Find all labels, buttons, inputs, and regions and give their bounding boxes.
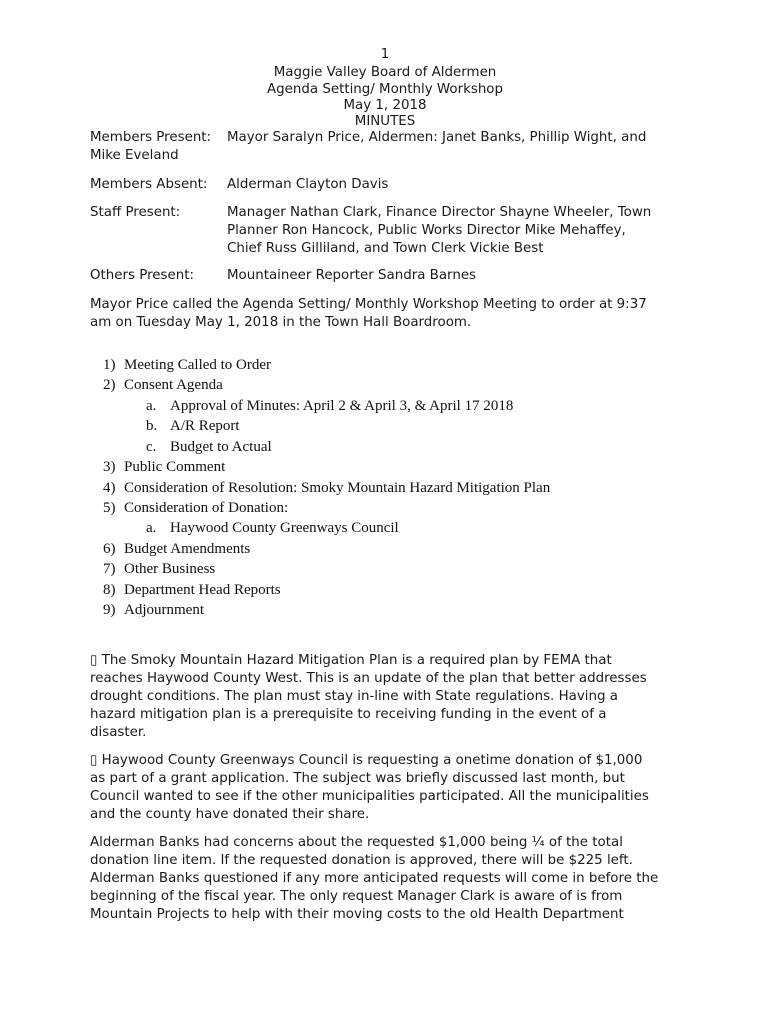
members-present-value: Mayor Saralyn Price, Aldermen: Janet Banks, Phillip Wight, and xyxy=(227,130,647,145)
agenda-item-num: b. xyxy=(146,418,158,434)
page-number: 1 xyxy=(380,47,390,62)
agenda-item-num: c. xyxy=(146,439,157,455)
agenda-item xyxy=(0,375,770,395)
agenda-item-text: Budget Amendments xyxy=(124,541,251,557)
hazard-note-line4: hazard mitigation plan is a prerequisite to receiving funding in the event of a xyxy=(90,707,607,722)
agenda-item xyxy=(0,539,770,559)
agenda-subitem xyxy=(0,416,770,436)
members-present-cont: Mike Eveland xyxy=(90,148,179,163)
hazard-note-line3: drought conditions. The plan must stay in-line with State regulations. Having a xyxy=(90,689,618,704)
agenda-item-num: 5) xyxy=(103,500,116,516)
hazard-note-text: The Smoky Mountain Hazard Mitigation Plan is a required plan by FEMA that xyxy=(101,653,612,668)
agenda-item xyxy=(0,600,770,620)
agenda-item-text: Consent Agenda xyxy=(124,377,223,393)
hazard-note-line2: reaches Haywood County West. This is an update of the plan that better addresses xyxy=(90,671,647,686)
banks-para-line1: Alderman Banks had concerns about the requested $1,000 being ¼ of the total xyxy=(90,835,623,850)
agenda-item-num: 9) xyxy=(103,602,116,618)
agenda-item-num: 2) xyxy=(103,377,116,393)
greenways-note-line2: as part of a grant application. The subject was briefly discussed last month, but xyxy=(90,771,625,786)
members-absent-label: Members Absent: xyxy=(90,177,208,192)
agenda-item-text: Approval of Minutes: April 2 & April 3, & April 17 2018 xyxy=(170,398,514,414)
banks-para-line2: donation line item. If the requested donation is approved, there will be $225 left. xyxy=(90,853,633,868)
banks-para-line3: Alderman Banks questioned if any more anticipated requests will come in before the xyxy=(90,871,659,886)
opening-line2: am on Tuesday May 1, 2018 in the Town Hall Boardroom. xyxy=(90,315,472,330)
agenda-item-num: 6) xyxy=(103,541,116,557)
agenda-item-text: Other Business xyxy=(124,561,216,577)
staff-present-label: Staff Present: xyxy=(90,205,181,220)
greenways-note-line1 xyxy=(90,752,642,770)
opening-line1: Mayor Price called the Agenda Setting/ Monthly Workshop Meeting to order at 9:37 xyxy=(90,297,647,312)
agenda-item-text: Consideration of Donation: xyxy=(124,500,289,516)
agenda-item-text: Consideration of Resolution: Smoky Mountain Hazard Mitigation Plan xyxy=(124,480,551,496)
others-present-value: Mountaineer Reporter Sandra Barnes xyxy=(227,268,477,283)
agenda-item-text: Public Comment xyxy=(124,459,226,475)
banks-para-line5: Mountain Projects to help with their moving costs to the old Health Department xyxy=(90,907,624,922)
members-present-label: Members Present: xyxy=(90,130,212,145)
agenda-item xyxy=(0,559,770,579)
agenda-item xyxy=(0,478,770,498)
agenda-item xyxy=(0,355,770,375)
greenways-note-line3: Council wanted to see if the other municipalities participated. All the municipalities xyxy=(90,789,649,804)
agenda-item-text: Adjournment xyxy=(124,602,204,618)
agenda-item-num: a. xyxy=(146,398,157,414)
hazard-note-line1 xyxy=(90,652,612,670)
members-absent-value: Alderman Clayton Davis xyxy=(227,177,389,192)
hazard-note-line5: disaster. xyxy=(90,725,147,740)
agenda-subitem xyxy=(0,437,770,457)
agenda-item-num: 3) xyxy=(103,459,116,475)
agenda-subitem xyxy=(0,518,770,538)
agenda-item-text: Department Head Reports xyxy=(124,582,281,598)
agenda-item-num: 8) xyxy=(103,582,116,598)
agenda-item-text: Meeting Called to Order xyxy=(124,357,272,373)
agenda-subitem xyxy=(0,396,770,416)
agenda-item xyxy=(0,580,770,600)
banks-para-line4: beginning of the fiscal year. The only request Manager Clark is aware of is from xyxy=(90,889,623,904)
agenda-item-text: A/R Report xyxy=(170,418,240,434)
meeting-title: Agenda Setting/ Monthly Workshop xyxy=(267,82,503,97)
agenda-item-text: Haywood County Greenways Council xyxy=(170,520,399,536)
agenda-item-num: 7) xyxy=(103,561,116,577)
doc-type: MINUTES xyxy=(354,114,416,129)
agenda-item-num: 4) xyxy=(103,480,116,496)
agenda-item xyxy=(0,457,770,477)
bullet-box-icon: ▯ xyxy=(90,653,98,668)
staff-present-line2: Planner Ron Hancock, Public Works Director Mike Mehaffey, xyxy=(227,223,626,238)
agenda-item-num: a. xyxy=(146,520,157,536)
meeting-date: May 1, 2018 xyxy=(343,98,427,113)
staff-present-line1: Manager Nathan Clark, Finance Director Shayne Wheeler, Town xyxy=(227,205,652,220)
bullet-box-icon: ▯ xyxy=(90,753,98,768)
staff-present-line3: Chief Russ Gilliland, and Town Clerk Vickie Best xyxy=(227,241,544,256)
greenways-note-line4: and the county have donated their share. xyxy=(90,807,370,822)
greenways-note-text: Haywood County Greenways Council is requesting a onetime donation of $1,000 xyxy=(101,753,643,768)
agenda-item-text: Budget to Actual xyxy=(170,439,272,455)
org-title: Maggie Valley Board of Aldermen xyxy=(273,65,497,80)
agenda-item xyxy=(0,498,770,518)
agenda-item-num: 1) xyxy=(103,357,116,373)
others-present-label: Others Present: xyxy=(90,268,195,283)
